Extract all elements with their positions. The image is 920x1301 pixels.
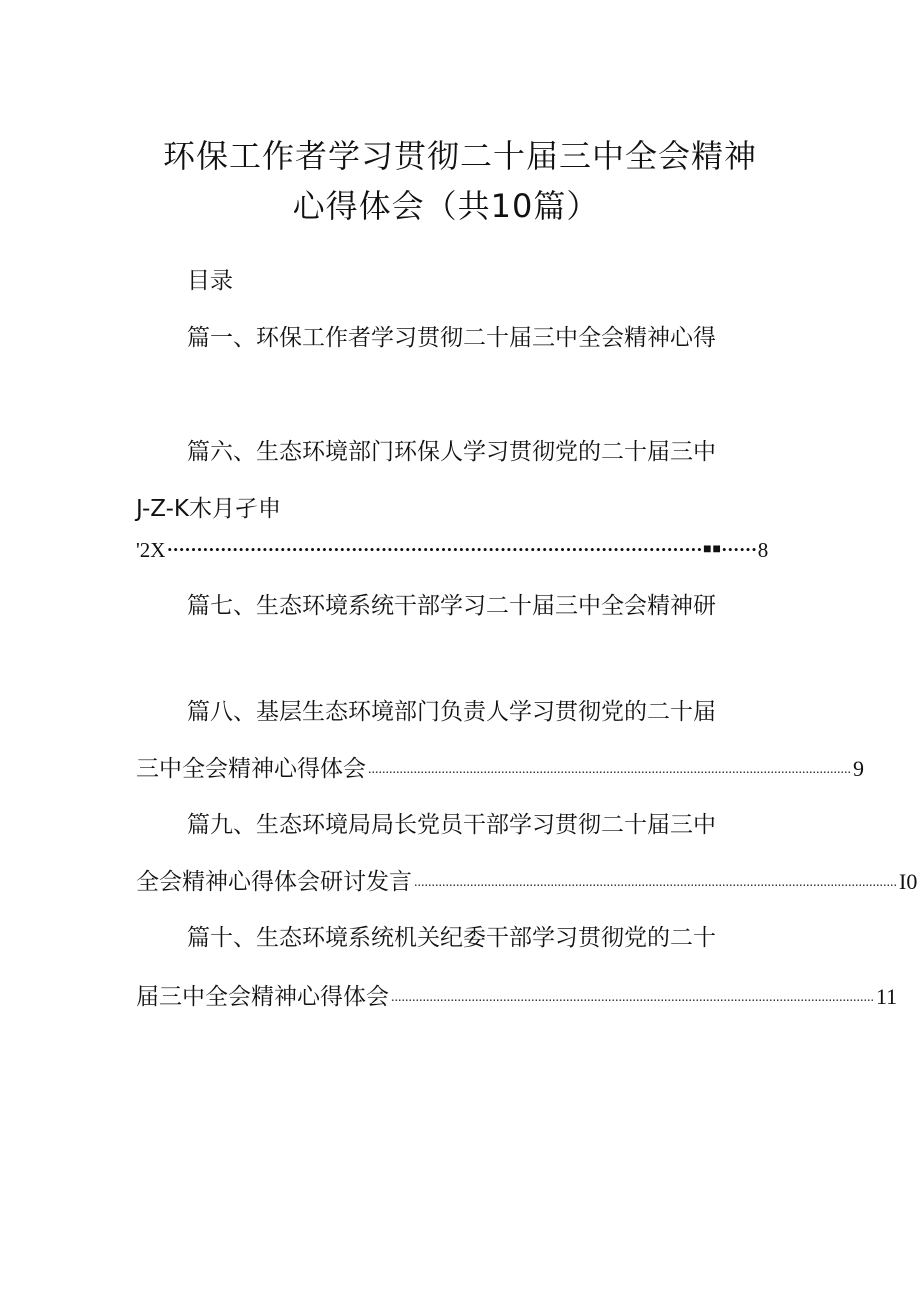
- toc-entry-8-page-number: 9: [853, 756, 864, 781]
- toc-entry-10-leader-dots: ..........................................................................................................................................: [391, 990, 874, 1005]
- toc-entry-9-leader-row[interactable]: [136, 867, 918, 897]
- toc-entry-10[interactable]: 篇十、生态环境系统机关纪委干部学习贯彻党的二十: [187, 925, 716, 951]
- toc-entry-8-leader-row[interactable]: [136, 754, 864, 784]
- toc-entry-8-title-continuation: 三中全会精神心得体会: [136, 756, 366, 782]
- toc-entry-9-title-continuation: 全会精神心得体会研讨发言: [136, 869, 412, 895]
- toc-entry-9-leader-dots: ..........................................................................................................................................: [414, 875, 897, 890]
- toc-entry-9[interactable]: 篇九、生态环境局局长党员干部学习贯彻二十届三中: [187, 812, 716, 838]
- document-title-line-2: 心得体会（共10篇）: [292, 187, 600, 225]
- toc-entry-6-leader-dots: ••••••••••••••••••••••••••••••••••••••••••••••••••••••••••••••••••••••••••••••••••••••••••: [167, 542, 704, 557]
- toc-entry-7[interactable]: 篇七、生态环境系统干部学习二十届三中全会精神研: [187, 593, 716, 619]
- toc-entry-6-tail-dots: ••••••: [722, 542, 758, 557]
- toc-entry-6-page-number: 8: [757, 537, 769, 562]
- document-title-line-1: 环保工作者学习贯彻二十届三中全会精神: [162, 137, 757, 175]
- toc-entry-1[interactable]: 篇一、环保工作者学习贯彻二十届三中全会精神心得: [187, 325, 716, 351]
- toc-entry-6[interactable]: 篇六、生态环境部门环保人学习贯彻党的二十届三中: [187, 439, 716, 465]
- toc-heading: 目录: [187, 268, 233, 294]
- toc-entry-6-blocks: ■■: [703, 542, 722, 557]
- toc-entry-10-title-continuation: 届三中全会精神心得体会: [136, 984, 389, 1010]
- toc-entry-6-leader-row[interactable]: [136, 536, 769, 564]
- toc-entry-10-page-number: 11: [876, 984, 898, 1009]
- toc-entry-8-leader-dots: ..........................................................................................................................................: [368, 762, 851, 777]
- toc-entry-6-garbled-text: J-Z-K木月孑申: [136, 496, 281, 522]
- toc-entry-6-garbled-prefix: '2X: [136, 537, 166, 562]
- toc-entry-8[interactable]: 篇八、基层生态环境部门负责人学习贯彻党的二十届: [187, 699, 716, 725]
- toc-entry-9-page-number: I0: [899, 869, 918, 894]
- toc-entry-6-continuation: [136, 494, 281, 524]
- toc-entry-10-leader-row[interactable]: [136, 982, 898, 1012]
